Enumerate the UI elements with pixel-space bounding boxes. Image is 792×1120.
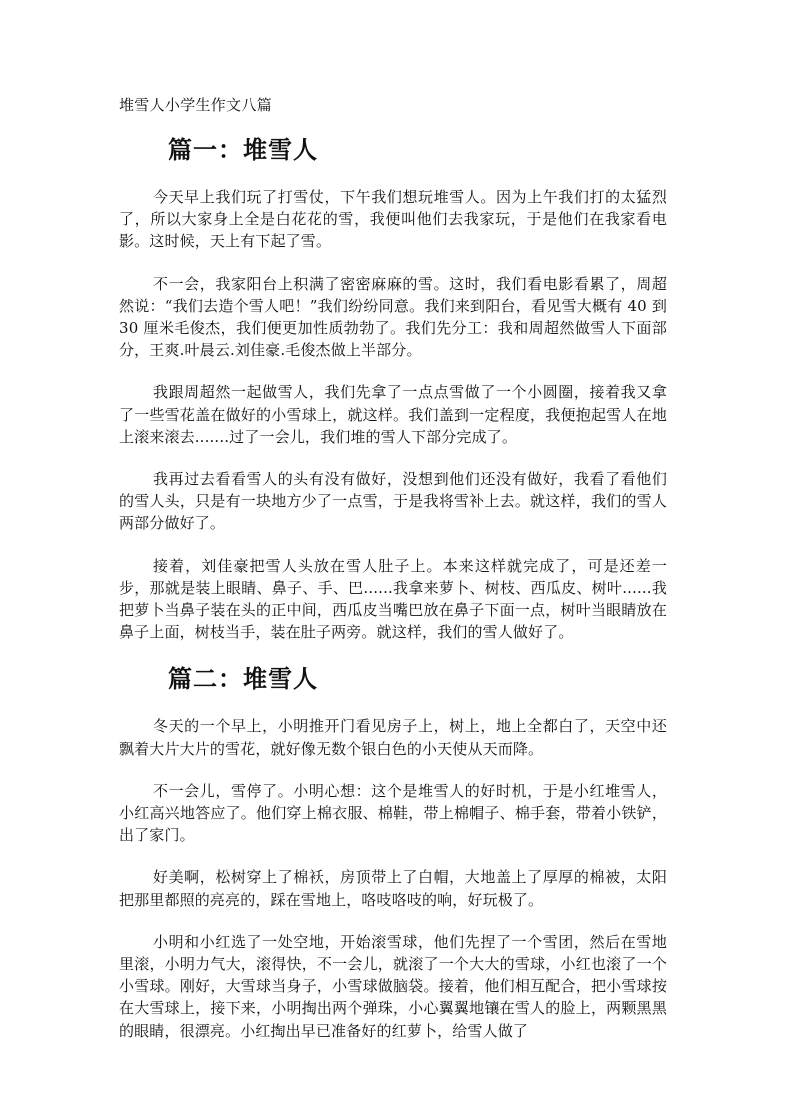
document-title: 堆雪人小学生作文八篇 bbox=[119, 96, 273, 114]
section-heading-1: 篇一：堆雪人 bbox=[168, 135, 318, 164]
paragraph: 小明和小红选了一处空地，开始滚雪球，他们先捏了一个雪团，然后在雪地里滚，小明力气大，滚得快，不一会儿，就滚了一个大大的雪球，小红也滚了一个小雪球。刚好，大雪球当身子，小雪球做脑袋。接着，他们相互配合，把小雪球按在大雪球上，接下来，小明掏出两个弹珠，小心翼翼地镶在雪人的脸上，两颗黑黑的眼睛，很漂亮。小红掏出早已准备好的红萝卜，给雪人做了 bbox=[119, 932, 667, 1040]
paragraph: 今天早上我们玩了打雪仗，下午我们想玩堆雪人。因为上午我们打的太猛烈了，所以大家身上全是白花花的雪，我便叫他们去我家玩，于是他们在我家看电影。这时候，天上有下起了雪。 bbox=[119, 188, 667, 251]
paragraph: 不一会儿，雪停了。小明心想：这个是堆雪人的好时机，于是小红堆雪人，小红高兴地答应了。他们穿上棉衣服、棉鞋，带上棉帽子、棉手套，带着小铁铲，出了家门。 bbox=[119, 781, 667, 845]
paragraph: 接着，刘佳豪把雪人头放在雪人肚子上。本来这样就完成了，可是还差一步，那就是装上眼睛、鼻子、手、巴......我拿来萝卜、树枝、西瓜皮、树叶......我把萝卜当鼻子装在头的正中间，西瓜皮当嘴巴放在鼻子下面一点，树叶当眼睛放在鼻子上面，树枝当手，装在肚子两旁。就这样，我们的雪人做好了。 bbox=[119, 556, 667, 642]
paragraph: 不一会，我家阳台上积满了密密麻麻的雪。这时，我们看电影看累了，周超然说：“我们去造个雪人吧！”我们纷纷同意。我们来到阳台，看见雪大概有 40 到 30 厘米毛俊杰，我们便更加性质勃勃了。我们先分工：我和周超然做雪人下面部分，王爽.叶晨云.刘佳豪.毛俊杰做上半部分。 bbox=[119, 274, 667, 360]
document-page bbox=[119, 94, 667, 1062]
paragraph: 好美啊，松树穿上了棉袄，房顶带上了白帽，大地盖上了厚厚的棉被，太阳把那里都照的亮亮的，踩在雪地上，咯吱咯吱的响，好玩极了。 bbox=[119, 868, 667, 909]
paragraph: 我再过去看看雪人的头有没有做好，没想到他们还没有做好，我看了看他们的雪人头，只是有一块地方少了一点雪，于是我将雪补上去。就这样，我们的雪人两部分做好了。 bbox=[119, 470, 667, 533]
paragraph: 我跟周超然一起做雪人，我们先拿了一点点雪做了一个小圆圈，接着我又拿了一些雪花盖在做好的小雪球上，就这样。我们盖到一定程度，我便抱起雪人在地上滚来滚去.......过了一会儿，我们堆的雪人下部分完成了。 bbox=[119, 383, 667, 446]
section-heading-2: 篇二：堆雪人 bbox=[168, 664, 318, 694]
paragraph: 冬天的一个早上，小明推开门看见房子上，树上，地上全都白了，天空中还飘着大片大片的雪花，就好像无数个银白色的小天使从天而降。 bbox=[119, 717, 667, 758]
